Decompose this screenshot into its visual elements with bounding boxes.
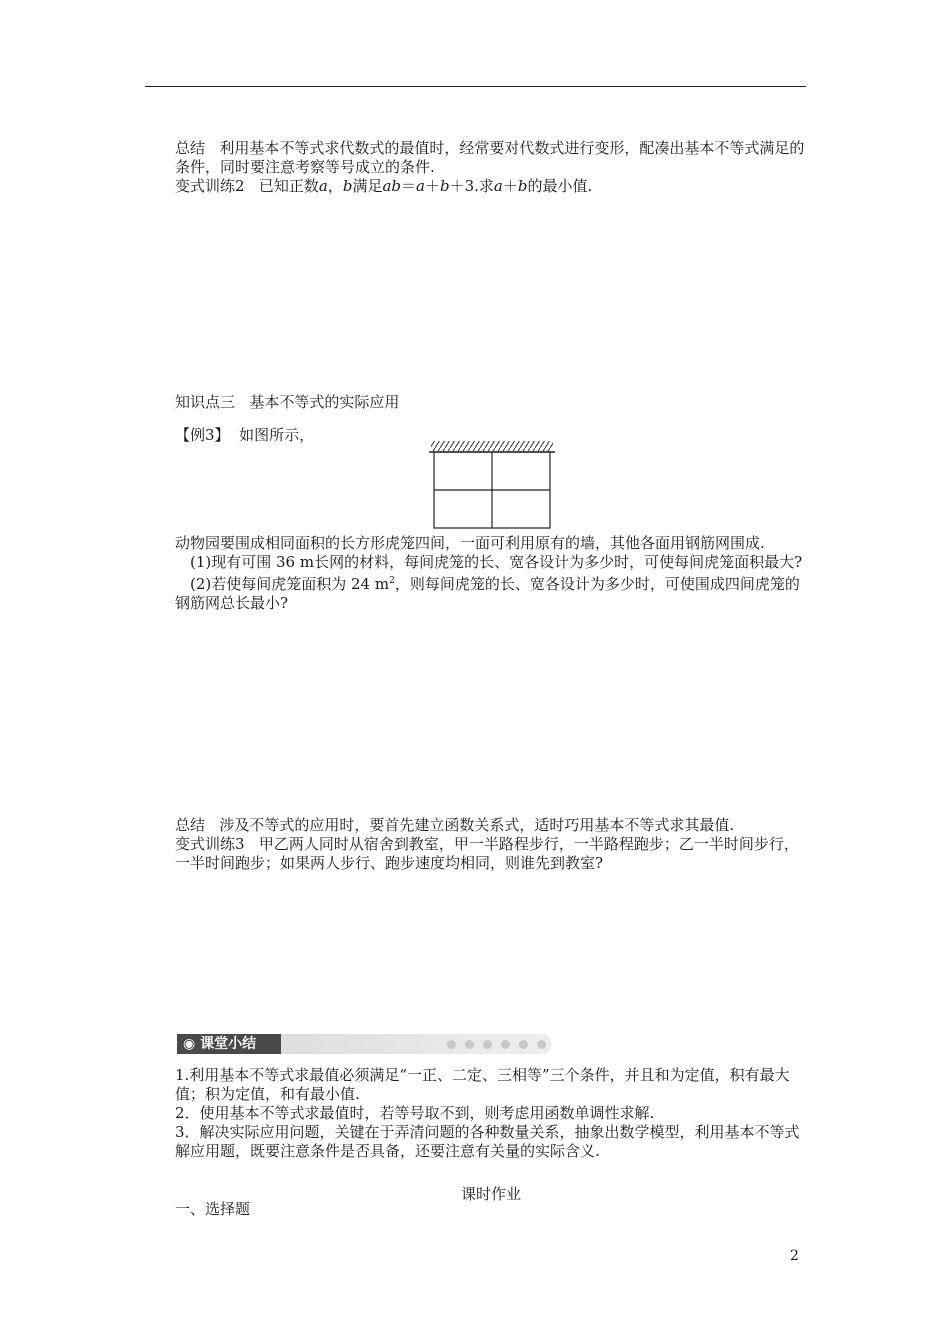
- var-b: b: [342, 177, 353, 195]
- tiger-cage-figure: [425, 440, 557, 532]
- exercise-2-text: 满足: [352, 177, 383, 195]
- decor-dot-icon: [447, 1040, 456, 1049]
- decor-dot-icon: [537, 1040, 546, 1049]
- superscript: 2: [389, 576, 395, 586]
- class-summary-list: [175, 1066, 807, 1161]
- example-3-q1-text: (1)现有可围 36 m长网的材料，每间虎笼的长、宽各设计为多少时，可使每间虎笼面积最大?: [190, 553, 803, 571]
- decor-dot-icon: [483, 1040, 492, 1049]
- var-ab: ab: [382, 177, 402, 195]
- var-b: b: [517, 177, 528, 195]
- var-a: a: [318, 177, 328, 195]
- var-b: b: [440, 177, 450, 195]
- example-3-q2: [175, 572, 807, 613]
- class-summary-item: 1.利用基本不等式求最值必须满足“一正、二定、三相等”三个条件，并且和为定值，积有最大值；积为定值，和有最小值.: [175, 1066, 790, 1103]
- example-3-q1: [175, 553, 807, 572]
- summary-2-text: 涉及不等式的应用时，要首先建立函数关系式，适时巧用基本不等式求其最值.: [219, 816, 735, 834]
- exercise-2-text: ，: [327, 177, 343, 195]
- class-summary-item: 2．使用基本不等式求最值时，若等号取不到，则考虑用函数单调性求解.: [175, 1104, 655, 1122]
- exercise-2-text: ＋: [424, 177, 440, 195]
- exercise-3-label: 变式训练3: [175, 835, 245, 853]
- exercise-2-text: 已知正数: [258, 177, 319, 195]
- example-3-intro-text: 如图所示，: [239, 426, 315, 444]
- class-summary-bar: [177, 1034, 551, 1054]
- summary-1-text: 利用基本不等式求代数式的最值时，经常要对代数式进行变形，配凑出基本不等式满足的条件，同时要注意考察等号成立的条件.: [175, 139, 805, 176]
- exercise-2: [175, 177, 807, 196]
- summary-1: [175, 139, 807, 177]
- exercise-2-label: 变式训练2: [175, 177, 245, 195]
- exercise-2-text: ＝: [401, 177, 417, 195]
- var-a: a: [493, 177, 503, 195]
- exercise-3-text: 甲乙两人同时从宿舍到教室，甲一半路程步行，一半路程跑步；乙一半时间步行，一半时间跑步；如果两人步行、跑步速度均相同，则谁先到教室?: [175, 835, 799, 872]
- section-3-label: 知识点三: [175, 393, 236, 411]
- example-3-q2-text: ，则每间虎笼的长、宽各设计为多少时，可使围成四间虎笼的钢筋网总长最小?: [175, 575, 800, 612]
- decor-dot-icon: [519, 1040, 528, 1049]
- class-summary-tag: ◉ 课堂小结: [177, 1034, 281, 1054]
- wall-hatching: [431, 441, 553, 451]
- example-3-line1: 动物园要围成相同面积的长方形虎笼四间，一面可利用原有的墙，其他各面用钢筋网围成.: [175, 534, 765, 552]
- summary-1-label: 总结: [175, 139, 206, 157]
- class-summary-item: 3．解决实际应用问题，关键在于弄清问题的各种数量关系，抽象出数学模型，利用基本不等式解应用题，既要注意条件是否具备，还要注意有关量的实际含义.: [175, 1123, 800, 1160]
- var-a: a: [416, 177, 425, 195]
- exercise-2-text: ＋3.求: [449, 177, 494, 195]
- section-3-title: 基本不等式的实际应用: [249, 393, 400, 411]
- homework-section: 一、选择题: [175, 1200, 251, 1218]
- exercise-3: [175, 835, 807, 873]
- decor-dot-icon: [501, 1040, 510, 1049]
- summary-2-label: 总结: [175, 816, 206, 834]
- page-number: 2: [790, 1248, 799, 1264]
- example-3-q2-text: (2)若使每间虎笼面积为 24 m: [190, 575, 390, 593]
- exercise-2-text: 的最小值.: [527, 177, 593, 195]
- example-3-label: 【例3】: [175, 426, 230, 444]
- homework-title: 课时作业: [460, 1185, 521, 1203]
- exercise-2-text: ＋: [502, 177, 518, 195]
- section-3-heading: [175, 393, 807, 412]
- header-rule: [145, 86, 806, 87]
- example-3-body: [175, 534, 807, 613]
- decor-dot-icon: [465, 1040, 474, 1049]
- summary-2: [175, 816, 807, 835]
